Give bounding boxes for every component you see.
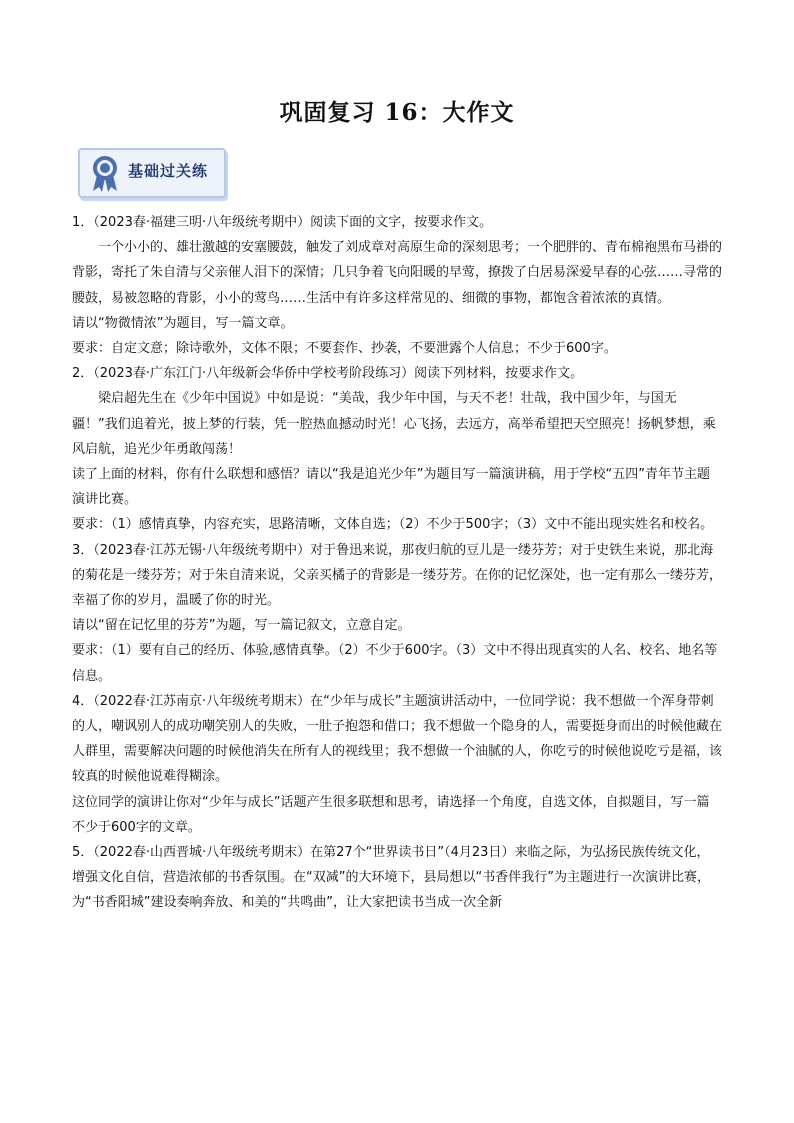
body-paragraph: 一个小小的、雄壮激越的安塞腰鼓，触发了刘成章对高原生命的深刻思考；一个肥胖的、青布棉袍黑布马褂的背影，寄托了朱自清与父亲催人泪下的深情；几只争着飞向阳暖的早莺，撩拨了白居易深爱早春的心弦……寻常的腰鼓，易被忽略的背影，小小的莺鸟……生活中有许多这样常见的、细微的事物，都饱含着浓浓的真情。 xyxy=(72,240,723,306)
body-paragraph: 3．（2023春·江苏无锡·八年级统考期中）对于鲁迅来说，那夜归航的豆儿是一缕芬芳；对于史铁生来说，那北海的菊花是一缕芬芳；对于朱自清来说，父亲买橘子的背影是一缕芬芳。在你的记忆深处，也一定有那么一缕芬芳，幸福了你的岁月，温暖了你的时光。 xyxy=(72,542,723,609)
body-paragraph: 要求：（1）感情真挚，内容充实，思路清晰，文体自选；（2）不少于500字；（3）文中不能出现实姓名和校名。 xyxy=(72,517,714,533)
body-paragraph: 2．（2023春·广东江门·八年级新会华侨中学校考阶段练习）阅读下列材料，按要求作文。 xyxy=(72,366,584,382)
body-paragraph: 梁启超先生在《少年中国说》中如是说：“美哉，我少年中国，与天不老！壮哉，我中国少年，与国无疆！”我们追着光，披上梦的行装，凭一腔热血撼动时光！心飞扬，去远方，高举希望把天空照亮！扬帆梦想，乘风启航，追光少年勇敢闯荡！ xyxy=(72,391,716,457)
body-paragraph: 要求：自定文意；除诗歌外，文体不限；不要套作、抄袭，不要泄露个人信息；不少于600字。 xyxy=(72,341,617,357)
body-paragraph: 1．（2023春·福建三明·八年级统考期中）阅读下面的文字，按要求作文。 xyxy=(72,215,493,230)
body-paragraph: 4．（2022春·江苏南京·八年级统考期末）在“少年与成长”主题演讲活动中，一位同学说：我不想做一个浑身带刺的人，嘲讽别人的成功嘲笑别人的失败，一肚子抱怨和借口；我不想做一个隐身的人，需要挺身而出的时候他藏在人群里，需要解决问题的时候他消失在所有人的视线里；我不想做一个油腻的人，你吃亏的时候他说吃亏是福，该较真的时候他说难得糊涂。 xyxy=(72,693,723,785)
section-badge xyxy=(78,148,224,196)
body-paragraph: 请以“留在记忆里的芬芳”为题，写一篇记叙文，立意自定。 xyxy=(72,618,411,634)
badge-label: 基础过关练 xyxy=(128,162,209,180)
document-body xyxy=(72,210,722,916)
body-paragraph: 要求：（1）要有自己的经历、体验,感情真挚。（2）不少于600字。（3）文中不得出现真实的人名、校名、地名等信息。 xyxy=(72,643,718,684)
body-paragraph: 5．（2022春·山西晋城·八年级统考期末）在第27个“世界读书日”（4月23日）来临之际，为弘扬民族传统文化，增强文化自信，营造浓郁的书香氛围。在“双减”的大环境下，县局想以“书香伴我行”为主题进行一次演讲比赛，为“书香阳城”建设奏响奔放、和美的“共鸣曲”，让大家把读书当成一次全新 xyxy=(72,845,710,911)
page-title: 巩固复习 16：大作文 xyxy=(279,99,515,126)
body-paragraph: 读了上面的材料，你有什么联想和感悟？请以“我是追光少年”为题目写一篇演讲稿，用于学校“五四”青年节主题演讲比赛。 xyxy=(72,467,710,508)
body-paragraph: 请以“物微情浓”为题目，写一篇文章。 xyxy=(72,315,294,331)
medal-ribbon-icon xyxy=(88,153,122,193)
body-paragraph: 这位同学的演讲让你对“少年与成长”话题产生很多联想和思考，请选择一个角度，自选文体，自拟题目，写一篇不少于600字的文章。 xyxy=(72,794,710,835)
